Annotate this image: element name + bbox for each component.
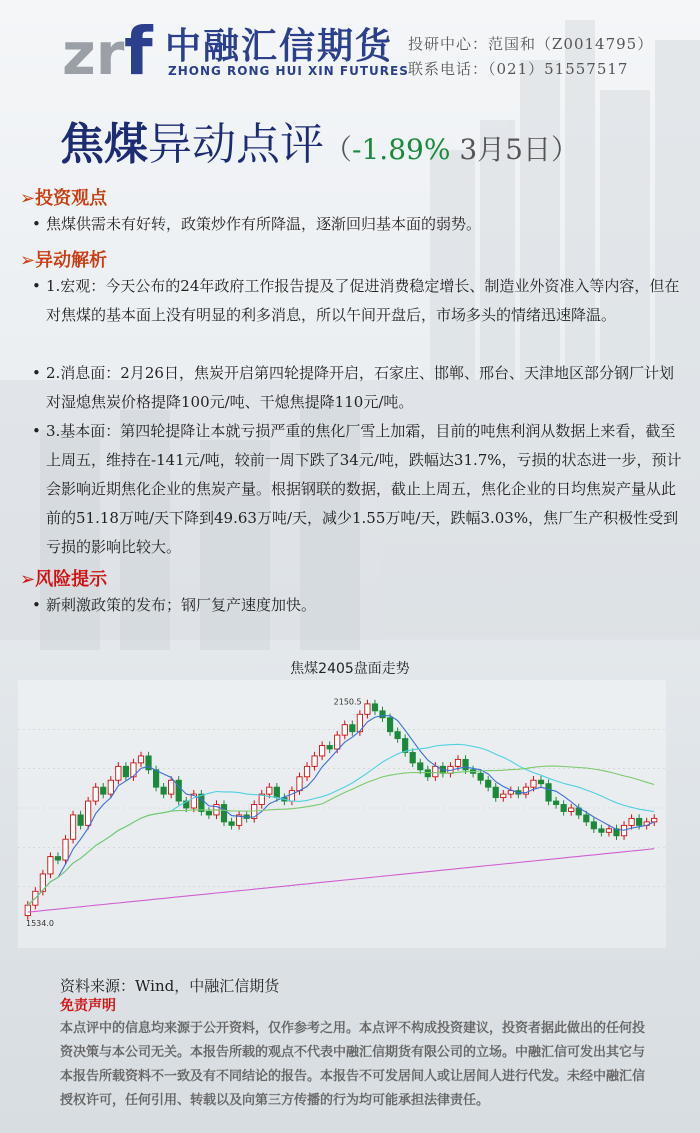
candle-body: [93, 787, 98, 801]
analysis-item-fundamentals: • 3.基本面：第四轮提降让本就亏损严重的焦化厂雪上加霜，目前的吨焦利润从数据上来看，截至上周五，维持在-141元/吨，较前一周下跌了34元/吨，跌幅达31.7%，亏损的状态进一步，预计会影响近期焦化企业的焦炭产量。根据钢联的数据，截止上周五，焦化企业的日均焦炭产量从此前的51.18万吨/天下降到49.63万吨/天，减少1.55万吨/天，跌幅3.03%，焦厂生产积极性受到亏损的影响比较大。: [30, 417, 686, 562]
candle-body: [478, 773, 483, 780]
candle-body: [569, 808, 574, 811]
candle-body: [297, 777, 302, 791]
candle-body: [486, 780, 491, 787]
phone-contact: 联系电话：（021）51557517: [408, 60, 629, 78]
candle-body: [116, 766, 121, 780]
data-source: 资料来源：Wind，中融汇信期货: [60, 977, 280, 995]
title-product: 焦煤: [60, 119, 148, 170]
candle-body: [584, 815, 589, 822]
candle-body: [606, 829, 611, 832]
analysis-item-macro: • 1.宏观：今天公布的24年政府工作报告提及了促进消费稳定增长、制造业外资准入等内容，但在对焦煤的基本面上没有明显的利多消息，所以午间开盘后，市场多头的情绪迅速降温。: [30, 272, 686, 330]
title-change: -1.89%: [352, 133, 451, 166]
candle-body: [312, 756, 317, 766]
chart-high-label: 2150.5: [333, 697, 362, 707]
chart-plot-area: [18, 680, 666, 948]
title-date: 3月5日: [459, 133, 551, 166]
candle-body: [418, 763, 423, 770]
title-subject: 异动点评: [148, 119, 324, 170]
candle-body: [591, 822, 596, 829]
candle-body: [55, 857, 60, 860]
report-header: [0, 0, 700, 95]
candle-body: [176, 780, 181, 801]
candle-body: [372, 704, 377, 711]
candle-body: [25, 905, 30, 915]
candle-body: [63, 839, 68, 860]
candle-body: [138, 756, 143, 763]
section-analysis: ➢异动解析: [20, 250, 108, 271]
candle-body: [327, 746, 332, 749]
candle-body: [169, 780, 174, 794]
bullet-dot: •: [32, 596, 41, 614]
bullet-dot: •: [32, 277, 41, 295]
candle-body: [350, 725, 355, 732]
candle-body: [335, 735, 340, 749]
candle-body: [395, 732, 400, 739]
candle-body: [501, 794, 506, 797]
candle-body: [319, 746, 324, 756]
section-risk: ➢风险提示: [20, 569, 108, 590]
candle-body: [229, 822, 234, 825]
candle-body: [101, 787, 106, 794]
candle-body: [561, 805, 566, 812]
view-item: • 焦煤供需未有好转，政策炒作有所降温，逐渐回归基本面的弱势。: [30, 210, 686, 239]
candle-body: [304, 766, 309, 776]
analysis-item-news: • 2.消息面：2月26日，焦炭开启第四轮提降开启，石家庄、邯郸、邢台、天津地区部分钢厂计划对湿熄焦炭价格提降100元/吨、干熄焦提降110元/吨。: [30, 359, 686, 417]
candle-body: [599, 829, 604, 832]
candle-body: [636, 818, 641, 825]
candle-body: [365, 704, 370, 714]
disclaimer-title: 免责声明: [60, 998, 116, 1014]
candle-body: [433, 766, 438, 776]
candle-body: [48, 857, 53, 874]
candle-body: [267, 787, 272, 794]
section-heading: 异动解析: [35, 250, 108, 271]
candle-body: [425, 770, 430, 777]
bullet-dot: •: [32, 364, 41, 382]
candle-body: [380, 711, 385, 718]
candle-body: [342, 725, 347, 735]
candle-body: [70, 815, 75, 839]
candle-body: [153, 770, 158, 787]
disclaimer-text: 本点评中的信息均来源于公开资料，仅作参考之用。本点评不构成投资建议，投资者据此做出的任何投资决策与本公司无关。本报告所载的观点不代表中融汇信期货有限公司的立场。中融汇信可发出其它与本报告所载资料不一致及有不同结论的报告。本报告不可发居间人或让居间人进行代发。未经中融汇信授权许可，任何引用、转载以及向第三方传播的行为均可能承担法律责任。: [60, 1021, 646, 1108]
candle-body: [531, 780, 536, 787]
candle-body: [86, 801, 91, 825]
candle-body: [463, 759, 468, 769]
zrf-logo-icon: [62, 14, 158, 78]
candle-body: [289, 791, 294, 801]
researcher-contact: 投研中心：范国和（Z0014795）: [408, 35, 654, 53]
candle-body: [652, 818, 657, 821]
candle-body: [629, 818, 634, 825]
candle-body: [410, 752, 415, 762]
candle-body: [78, 815, 83, 825]
company-logo-english: ZHONG RONG HUI XIN FUTURES: [168, 64, 409, 78]
chart-low-label: 1534.0: [26, 919, 54, 929]
section-heading: 风险提示: [35, 569, 108, 590]
title-close-paren: ）: [550, 133, 579, 166]
candle-body: [206, 811, 211, 814]
svg-text:zr: zr: [62, 20, 125, 78]
company-logo-text: 中融汇信期货: [165, 26, 394, 67]
candle-body: [221, 805, 226, 822]
candle-body: [108, 780, 113, 794]
chart-title: 焦煤2405盘面走势: [290, 661, 410, 677]
candle-body: [546, 784, 551, 801]
svg-text:f: f: [124, 14, 153, 78]
title-open-paren: （: [324, 133, 353, 166]
section-heading: 投资观点: [35, 188, 108, 209]
candle-body: [161, 787, 166, 794]
candle-body: [274, 787, 279, 797]
candle-body: [493, 787, 498, 797]
candle-body: [123, 766, 128, 776]
report-title: [60, 108, 579, 172]
bullet-dot: •: [32, 422, 41, 440]
bullet-dot: •: [32, 215, 41, 233]
risk-item: • 新刺激政策的发布；钢厂复产速度加快。: [30, 591, 686, 620]
candle-body: [538, 780, 543, 783]
candlestick-chart: [18, 680, 666, 948]
candle-body: [199, 794, 204, 811]
candle-body: [455, 759, 460, 766]
candle-body: [387, 718, 392, 732]
candle-body: [553, 801, 558, 804]
section-investment-view: ➢投资观点: [20, 188, 108, 209]
